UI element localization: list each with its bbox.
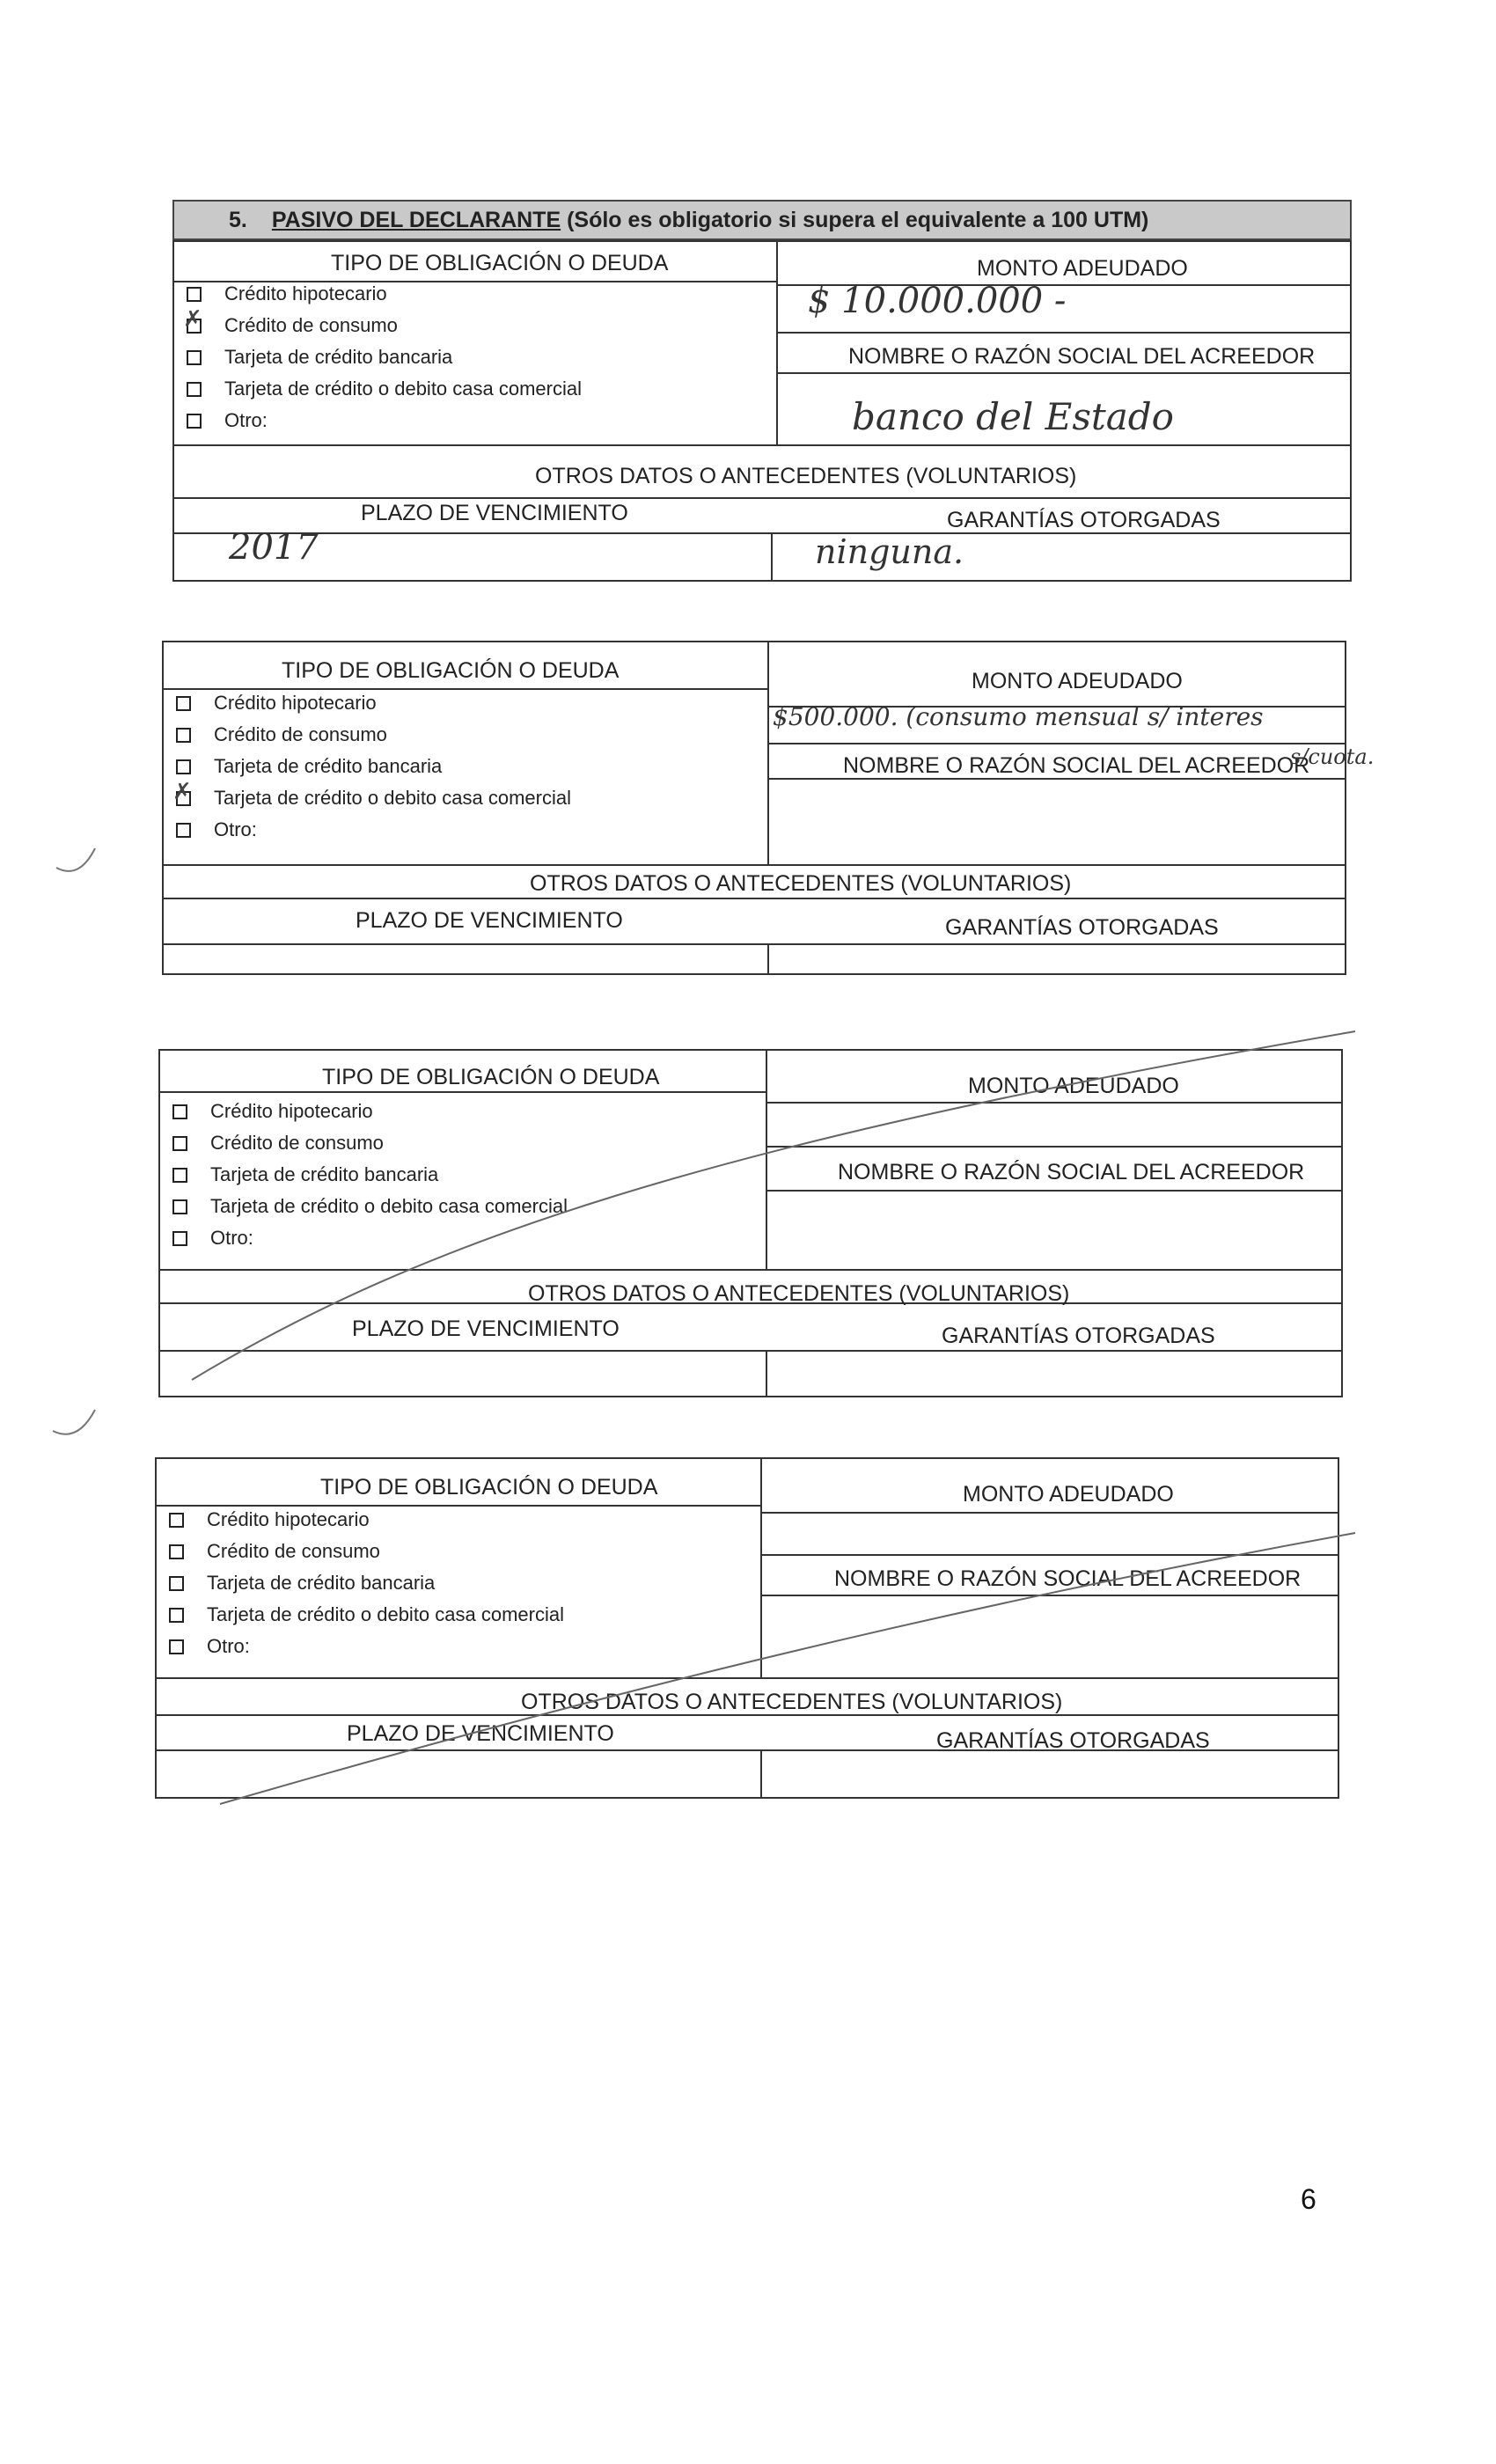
tipo-label: TIPO DE OBLIGACIÓN O DEUDA [322,1065,660,1089]
option-credito-hipotecario[interactable]: Crédito hipotecario [169,1508,370,1531]
garantias-label: GARANTÍAS OTORGADAS [942,1324,1215,1348]
plazo-label: PLAZO DE VENCIMIENTO [352,1316,620,1341]
x-mark-icon: ✗ [172,778,192,805]
option-credito-hipotecario[interactable]: Crédito hipotecario [187,282,387,305]
section-number: 5. [229,208,247,232]
option-tarjeta-bancaria[interactable]: Tarjeta de crédito bancaria [187,346,452,369]
garantias-label: GARANTÍAS OTORGADAS [945,915,1219,940]
option-tarjeta-bancaria[interactable]: Tarjeta de crédito bancaria [169,1572,435,1595]
plazo-label: PLAZO DE VENCIMIENTO [361,501,628,525]
checkbox[interactable] [176,696,191,711]
monto-label: MONTO ADEUDADO [968,1074,1179,1098]
otros-label: OTROS DATOS O ANTECEDENTES (VOLUNTARIOS) [528,1281,1070,1306]
option-otro[interactable]: Otro: [169,1635,250,1658]
margin-mark-1 [56,848,95,871]
section-header [172,200,1352,240]
nombre-label: NOMBRE O RAZÓN SOCIAL DEL ACREEDOR [848,344,1316,369]
checkbox[interactable] [172,1199,187,1214]
option-otro[interactable]: Otro: [176,818,257,841]
option-credito-consumo[interactable]: ✗ Crédito de consumo [183,305,398,336]
checkbox-checked[interactable] [183,305,202,334]
monto-label: MONTO ADEUDADO [972,669,1183,693]
checkbox[interactable] [169,1544,184,1559]
checkbox[interactable] [172,1136,187,1151]
section-subtitle: (Sólo es obligatorio si supera el equivalente a 100 UTM) [567,208,1149,232]
monto-value: $ 10.000.000 - [808,281,1067,321]
option-credito-consumo[interactable]: Crédito de consumo [176,723,387,746]
tipo-label: TIPO DE OBLIGACIÓN O DEUDA [282,658,620,683]
option-tarjeta-comercial[interactable]: Tarjeta de crédito o debito casa comercial [169,1603,564,1626]
nombre-label: NOMBRE O RAZÓN SOCIAL DEL ACREEDOR [834,1566,1302,1591]
option-credito-consumo[interactable]: Crédito de consumo [172,1132,384,1155]
debt-form-2 [162,641,1375,975]
tipo-label: TIPO DE OBLIGACIÓN O DEUDA [331,251,669,275]
monto-label: MONTO ADEUDADO [963,1482,1174,1507]
option-tarjeta-comercial[interactable]: Tarjeta de crédito o debito casa comercial [172,1195,568,1218]
checkbox[interactable] [176,823,191,838]
x-mark-icon: ✗ [183,305,202,333]
nombre-label: NOMBRE O RAZÓN SOCIAL DEL ACREEDOR [838,1160,1305,1184]
garantias-label: GARANTÍAS OTORGADAS [947,508,1221,532]
option-otro[interactable]: Otro: [187,409,268,432]
section-title: PASIVO DEL DECLARANTE [271,208,561,232]
option-credito-hipotecario[interactable]: Crédito hipotecario [176,692,377,715]
option-tarjeta-bancaria[interactable]: Tarjeta de crédito bancaria [176,755,442,778]
plazo-label: PLAZO DE VENCIMIENTO [347,1721,614,1746]
option-otro[interactable]: Otro: [172,1227,253,1250]
page-number: 6 [1301,2183,1316,2215]
checkbox[interactable] [187,350,202,365]
option-tarjeta-bancaria[interactable]: Tarjeta de crédito bancaria [172,1163,438,1186]
garantias-label: GARANTÍAS OTORGADAS [936,1728,1210,1753]
checkbox[interactable] [187,382,202,397]
plazo-value: 2017 [229,527,319,568]
checkbox[interactable] [169,1608,184,1623]
checkbox[interactable] [169,1639,184,1654]
margin-mark-2 [53,1410,95,1434]
nombre-label: NOMBRE O RAZÓN SOCIAL DEL ACREEDOR [843,753,1310,778]
option-tarjeta-comercial[interactable]: Tarjeta de crédito o debito casa comercial [187,378,582,400]
monto-value: $500.000. (consumo mensual s/ interes [773,702,1264,731]
garantias-value: ninguna. [815,532,964,571]
otros-label: OTROS DATOS O ANTECEDENTES (VOLUNTARIOS) [521,1690,1063,1714]
monto-note: s/cuota. [1290,744,1375,769]
checkbox[interactable] [176,728,191,743]
checkbox[interactable] [169,1576,184,1591]
checkbox[interactable] [172,1104,187,1119]
debt-form-3 [158,1049,1343,1397]
checkbox[interactable] [172,1231,187,1246]
otros-label: OTROS DATOS O ANTECEDENTES (VOLUNTARIOS) [530,871,1072,896]
acreedor-value: banco del Estado [852,395,1174,438]
checkbox-checked[interactable] [172,778,192,806]
checkbox[interactable] [187,287,202,302]
checkbox[interactable] [176,759,191,774]
checkbox[interactable] [172,1168,187,1183]
tipo-label: TIPO DE OBLIGACIÓN O DEUDA [320,1475,658,1500]
option-tarjeta-comercial[interactable]: ✗ Tarjeta de crédito o debito casa comercial [172,778,571,809]
option-credito-hipotecario[interactable]: Crédito hipotecario [172,1100,373,1123]
otros-label: OTROS DATOS O ANTECEDENTES (VOLUNTARIOS) [535,464,1077,488]
checkbox[interactable] [187,414,202,429]
monto-label: MONTO ADEUDADO [977,256,1188,281]
checkbox[interactable] [169,1513,184,1528]
option-credito-consumo[interactable]: Crédito de consumo [169,1540,380,1563]
debt-form-1 [172,240,1352,582]
plazo-label: PLAZO DE VENCIMIENTO [356,908,623,933]
debt-form-4 [155,1457,1339,1799]
